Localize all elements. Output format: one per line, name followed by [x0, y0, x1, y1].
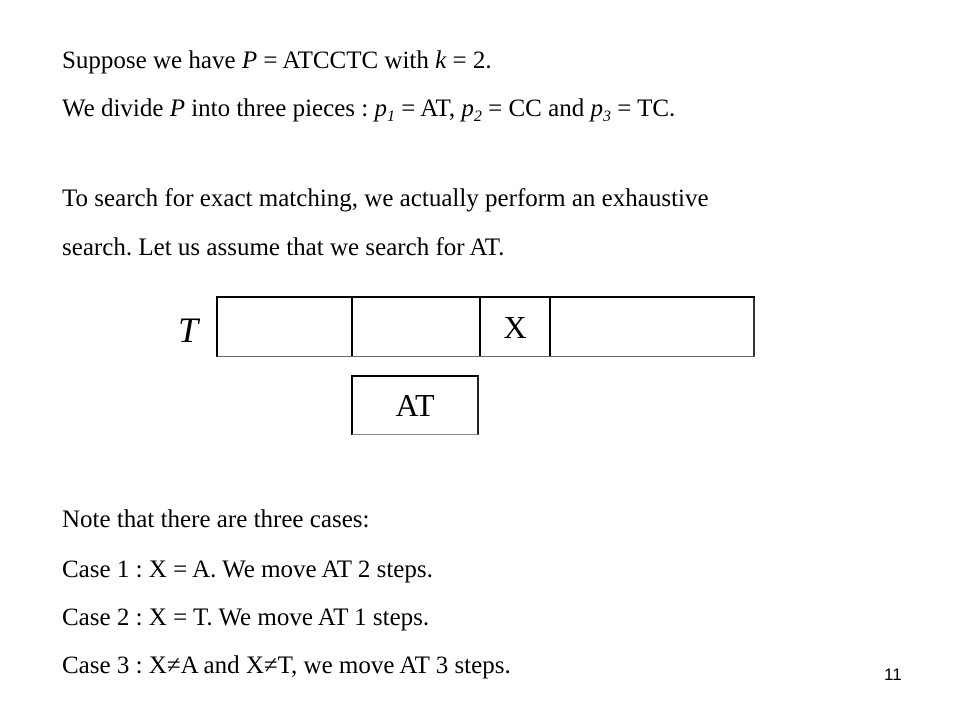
intro-line-1-eq: = ATCCTC with — [257, 47, 436, 74]
intro-line-1-prefix: Suppose we have — [62, 47, 242, 74]
case-2: Case 2 : X = T. We move AT 1 steps. — [62, 604, 430, 631]
intro-line-1 — [62, 46, 492, 76]
intro-line-1-rest: = 2. — [446, 47, 492, 74]
text-cell-4 — [551, 298, 755, 356]
piece-2-var: p — [461, 95, 474, 122]
piece-1-var: p — [374, 95, 387, 122]
intro-line-2 — [62, 94, 675, 124]
search-line-1: To search for exact matching, we actually perform an exhaustive — [62, 185, 709, 212]
text-cell-x: X — [481, 298, 551, 356]
text-cells-row — [216, 296, 755, 357]
piece-1-value: = AT, — [394, 95, 462, 122]
case-3: Case 3 : X≠A and X≠T, we move AT 3 steps. — [62, 652, 511, 679]
text-t-label: T — [178, 310, 199, 350]
piece-3-var: p — [590, 95, 603, 122]
piece-2-sub: 2 — [473, 108, 482, 125]
var-p: P — [241, 47, 258, 74]
piece-3-value: = TC. — [610, 95, 676, 122]
intro-line-2-prefix: We divide — [62, 95, 170, 122]
var-k: k — [435, 47, 447, 74]
text-cell-1 — [218, 298, 353, 356]
intro-line-2-mid: into three pieces : — [184, 95, 375, 122]
pattern-box-at: AT — [351, 375, 479, 435]
piece-3-sub: 3 — [602, 108, 611, 125]
case-1: Case 1 : X = A. We move AT 2 steps. — [62, 556, 433, 583]
page-number: 11 — [884, 665, 902, 684]
var-p-2: P — [169, 95, 185, 122]
piece-1-sub: 1 — [386, 108, 395, 125]
cases-intro: Note that there are three cases: — [62, 506, 370, 533]
piece-2-value: = CC and — [481, 95, 591, 122]
search-line-2: search. Let us assume that we search for AT. — [62, 234, 505, 261]
text-cell-2 — [353, 298, 481, 356]
